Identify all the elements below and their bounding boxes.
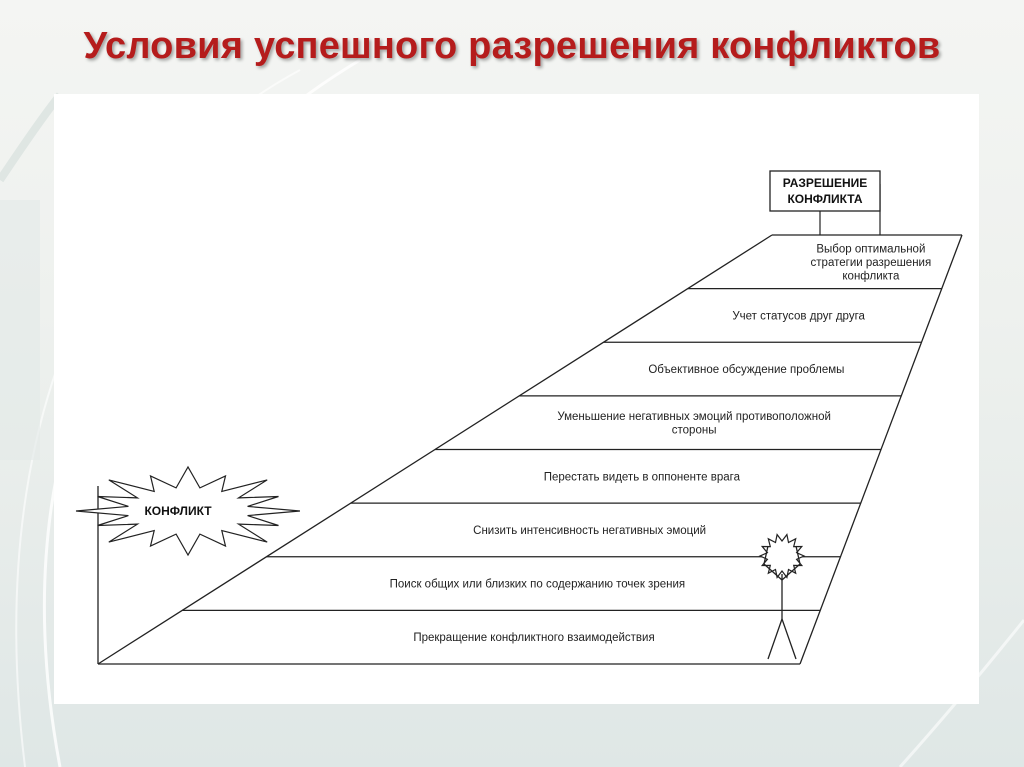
step-label-8: Выбор оптимальной [816, 243, 926, 256]
diagram-panel [54, 94, 979, 704]
step-label-1: Прекращение конфликтного взаимодействия [413, 632, 655, 645]
step-label-7: Учет статусов друг друга [732, 310, 865, 323]
conflict-resolution-staircase-diagram [54, 94, 979, 704]
step-label-8: конфликта [842, 270, 900, 283]
page-title: Условия успешного разрешения конфликтов [83, 25, 941, 67]
step-label-4: Перестать видеть в оппоненте врага [543, 471, 741, 484]
explosion-burst-icon [76, 467, 300, 555]
resolution-box-line-2: КОНФЛИКТА [787, 192, 863, 206]
step-label-3: Снизить интенсивность негативных эмоций [473, 524, 707, 537]
conflict-label: КОНФЛИКТ [144, 504, 212, 518]
stick-figure-icon [760, 535, 804, 659]
step-label-2: Поиск общих или близких по содержанию точек зрения [389, 578, 686, 591]
resolution-box-line-1: РАЗРЕШЕНИЕ [782, 176, 868, 190]
step-label-8: стратегии разрешения [810, 256, 932, 269]
step-label-6: Объективное обсуждение проблемы [648, 364, 845, 377]
resolution-box [770, 171, 880, 235]
step-label-5: Уменьшение негативных эмоций противоположной [557, 410, 831, 423]
step-label-5: стороны [671, 424, 717, 437]
